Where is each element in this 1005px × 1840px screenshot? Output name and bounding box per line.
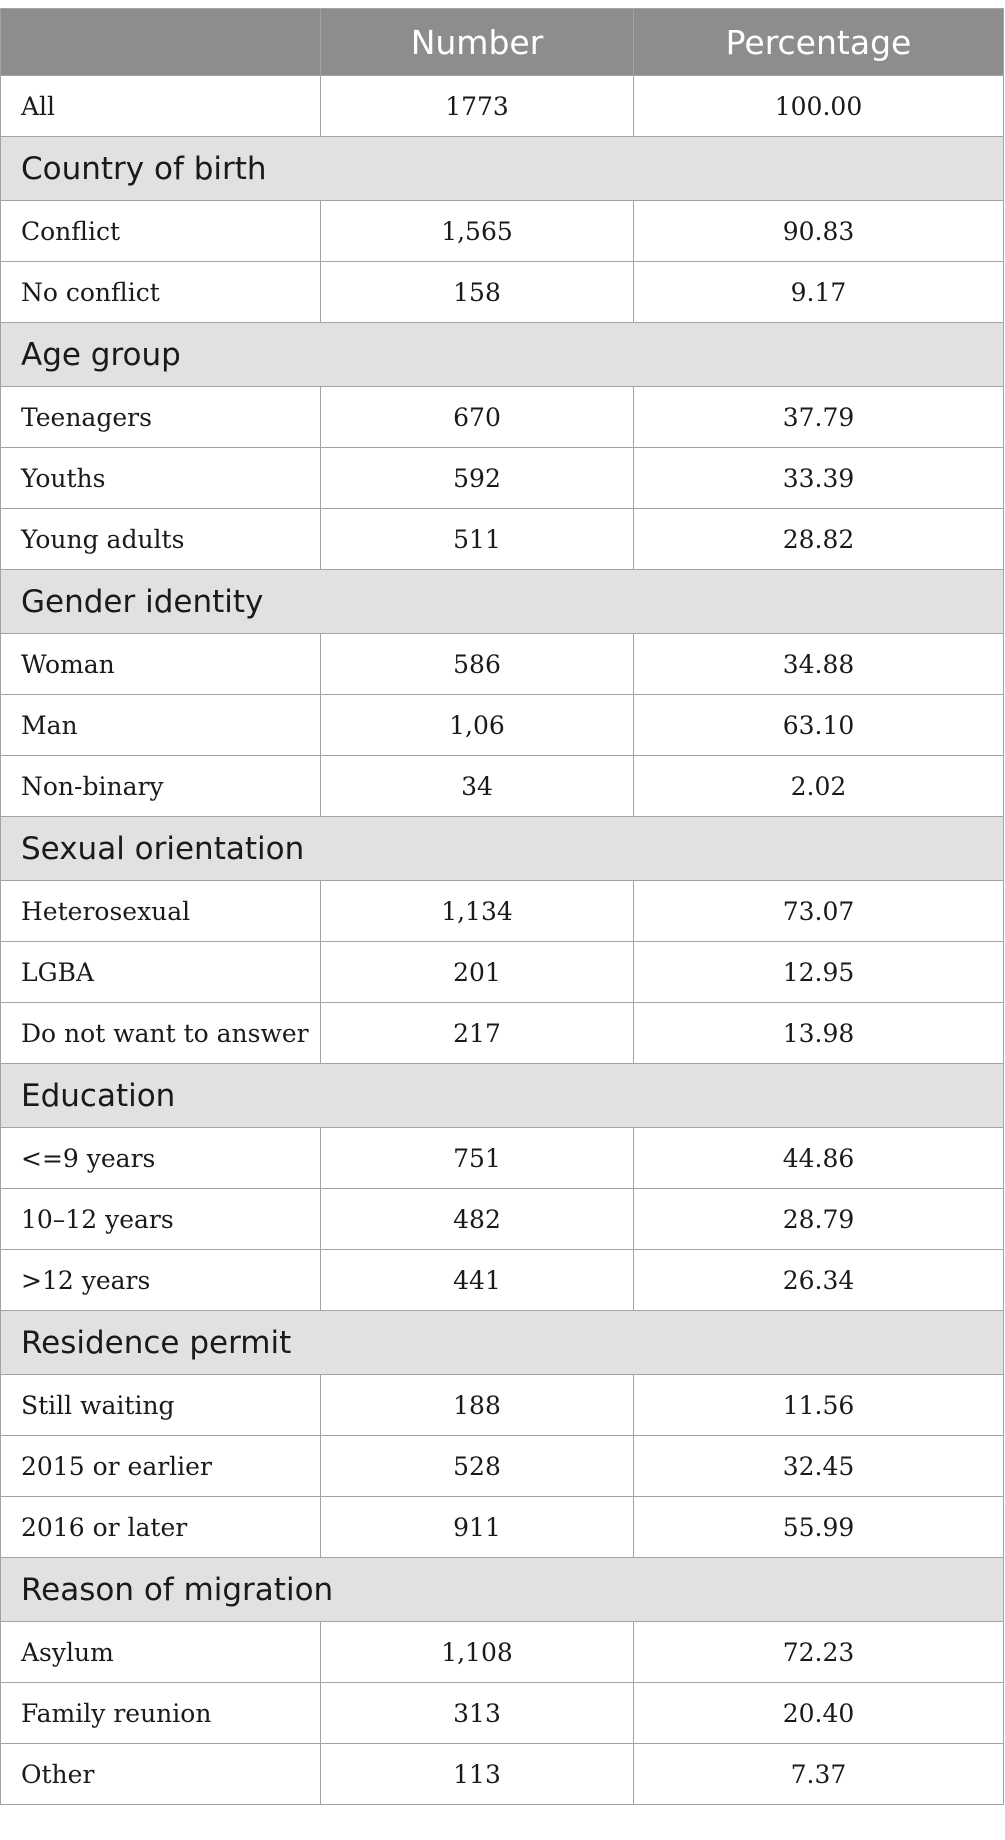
table-row	[1, 881, 1004, 942]
row-number: 1,06	[321, 695, 634, 756]
row-percentage: 55.99	[634, 1497, 1004, 1558]
table-row	[1, 1128, 1004, 1189]
row-number: 1773	[321, 76, 634, 137]
row-number: 158	[321, 262, 634, 323]
row-label: Teenagers	[1, 387, 321, 448]
row-percentage: 72.23	[634, 1622, 1004, 1683]
row-number: 586	[321, 634, 634, 695]
row-label: Youths	[1, 448, 321, 509]
row-percentage: 20.40	[634, 1683, 1004, 1744]
row-label: Other	[1, 1744, 321, 1805]
row-percentage: 33.39	[634, 448, 1004, 509]
table-row	[1, 387, 1004, 448]
table-row	[1, 1683, 1004, 1744]
header-number: Number	[321, 9, 634, 76]
section-header-row	[1, 570, 1004, 634]
row-number: 911	[321, 1497, 634, 1558]
row-label: No conflict	[1, 262, 321, 323]
section-title: Reason of migration	[1, 1558, 1004, 1622]
row-number: 1,565	[321, 201, 634, 262]
row-percentage: 73.07	[634, 881, 1004, 942]
section-title: Gender identity	[1, 570, 1004, 634]
table-row	[1, 1436, 1004, 1497]
table-row	[1, 509, 1004, 570]
section-title: Sexual orientation	[1, 817, 1004, 881]
table-row	[1, 695, 1004, 756]
row-percentage: 37.79	[634, 387, 1004, 448]
table-row	[1, 1375, 1004, 1436]
row-number: 482	[321, 1189, 634, 1250]
table-row-all	[1, 76, 1004, 137]
row-number: 592	[321, 448, 634, 509]
row-label: Young adults	[1, 509, 321, 570]
section-title: Age group	[1, 323, 1004, 387]
row-number: 511	[321, 509, 634, 570]
section-header-row	[1, 1558, 1004, 1622]
section-title: Country of birth	[1, 137, 1004, 201]
row-percentage: 90.83	[634, 201, 1004, 262]
row-percentage: 44.86	[634, 1128, 1004, 1189]
row-number: 201	[321, 942, 634, 1003]
table-row	[1, 1003, 1004, 1064]
table-row	[1, 942, 1004, 1003]
row-percentage: 34.88	[634, 634, 1004, 695]
table-row	[1, 448, 1004, 509]
row-percentage: 2.02	[634, 756, 1004, 817]
table-row	[1, 262, 1004, 323]
row-percentage: 9.17	[634, 262, 1004, 323]
row-number: 313	[321, 1683, 634, 1744]
table-body	[1, 76, 1004, 1805]
row-percentage: 100.00	[634, 76, 1004, 137]
table-row	[1, 756, 1004, 817]
section-header-row	[1, 817, 1004, 881]
table-row	[1, 1497, 1004, 1558]
section-header-row	[1, 1311, 1004, 1375]
row-percentage: 28.79	[634, 1189, 1004, 1250]
row-number: 34	[321, 756, 634, 817]
row-percentage: 11.56	[634, 1375, 1004, 1436]
row-label: <=9 years	[1, 1128, 321, 1189]
row-number: 670	[321, 387, 634, 448]
row-label: Man	[1, 695, 321, 756]
table-row	[1, 1744, 1004, 1805]
row-percentage: 26.34	[634, 1250, 1004, 1311]
table-row	[1, 634, 1004, 695]
section-header-row	[1, 323, 1004, 387]
row-percentage: 7.37	[634, 1744, 1004, 1805]
row-label: Woman	[1, 634, 321, 695]
section-title: Education	[1, 1064, 1004, 1128]
row-percentage: 13.98	[634, 1003, 1004, 1064]
row-number: 1,108	[321, 1622, 634, 1683]
section-header-row	[1, 1064, 1004, 1128]
row-label: Still waiting	[1, 1375, 321, 1436]
table-row	[1, 1622, 1004, 1683]
row-label: 2015 or earlier	[1, 1436, 321, 1497]
header-corner-cell	[1, 9, 321, 76]
row-label: Non-binary	[1, 756, 321, 817]
row-label: 2016 or later	[1, 1497, 321, 1558]
row-number: 188	[321, 1375, 634, 1436]
row-label: 10–12 years	[1, 1189, 321, 1250]
row-percentage: 12.95	[634, 942, 1004, 1003]
row-label: Heterosexual	[1, 881, 321, 942]
table-header-row	[1, 9, 1004, 76]
demographics-table	[0, 8, 1004, 1805]
row-label: All	[1, 76, 321, 137]
row-number: 751	[321, 1128, 634, 1189]
table-row	[1, 201, 1004, 262]
section-title: Residence permit	[1, 1311, 1004, 1375]
row-label: >12 years	[1, 1250, 321, 1311]
row-label: LGBA	[1, 942, 321, 1003]
section-header-row	[1, 137, 1004, 201]
row-number: 1,134	[321, 881, 634, 942]
row-percentage: 28.82	[634, 509, 1004, 570]
header-percentage: Percentage	[634, 9, 1004, 76]
row-label: Family reunion	[1, 1683, 321, 1744]
row-label: Do not want to answer	[1, 1003, 321, 1064]
row-percentage: 32.45	[634, 1436, 1004, 1497]
row-number: 528	[321, 1436, 634, 1497]
row-percentage: 63.10	[634, 695, 1004, 756]
row-number: 113	[321, 1744, 634, 1805]
table-row	[1, 1189, 1004, 1250]
table-row	[1, 1250, 1004, 1311]
row-label: Asylum	[1, 1622, 321, 1683]
row-number: 441	[321, 1250, 634, 1311]
row-number: 217	[321, 1003, 634, 1064]
row-label: Conflict	[1, 201, 321, 262]
